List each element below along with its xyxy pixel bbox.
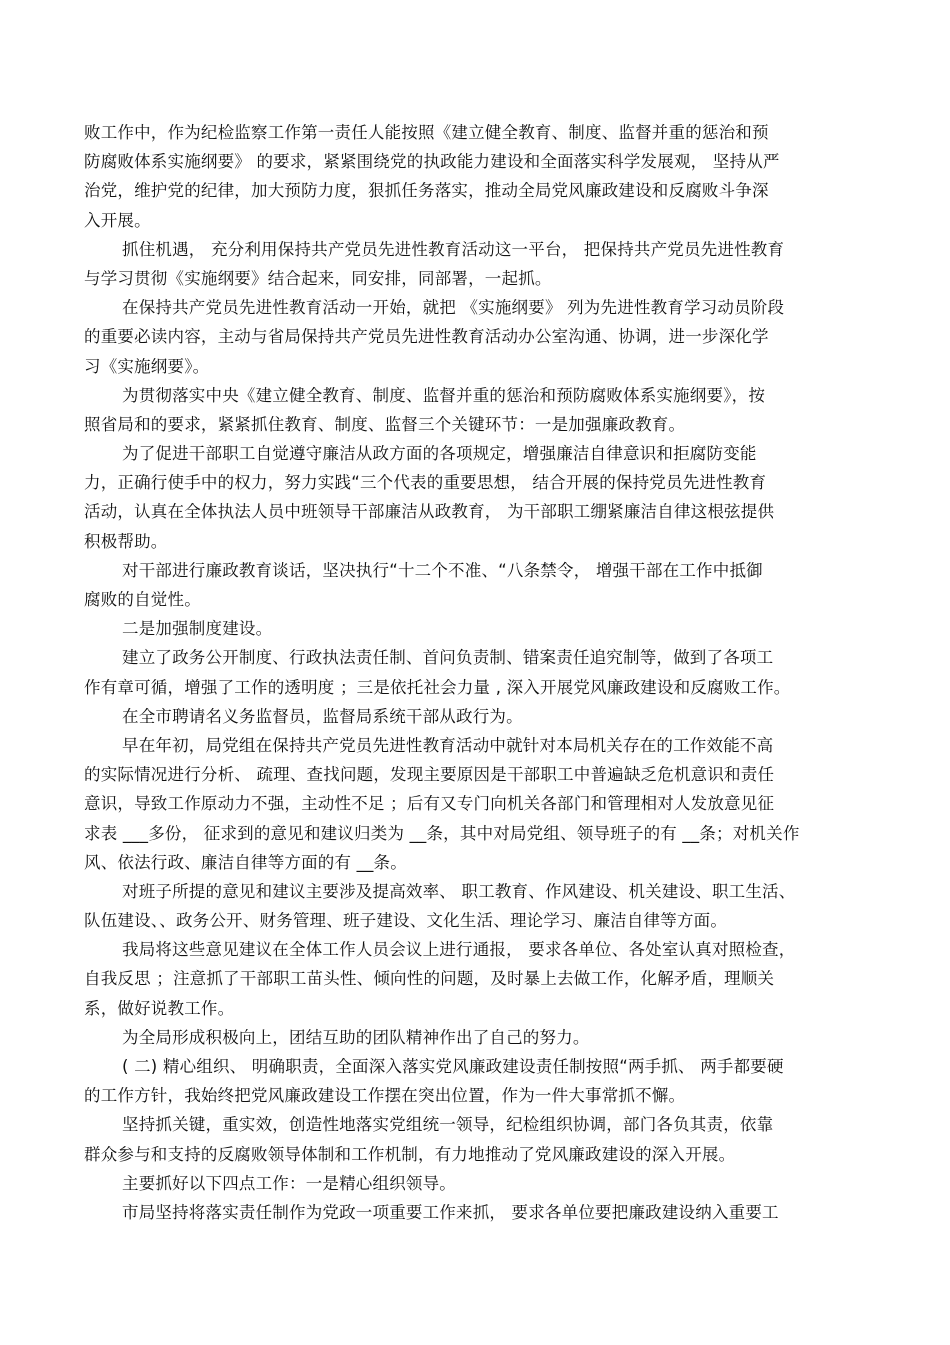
- text-line: 我局将这些意见建议在全体工作人员会议上进行通报， 要求各单位、各处室认真对照检查，: [122, 940, 796, 960]
- text-line: 建立了政务公开制度、行政执法责任制、首问负责制、错案责任追究制等，做到了各项工: [122, 648, 774, 668]
- text-line: ( 二) 精心组织、 明确职责，全面深入落实党风廉政建设责任制按照“两手抓、 两手都要硬: [122, 1057, 784, 1076]
- text-line: 抓住机遇， 充分利用保持共产党员先进性教育活动这一平台， 把保持共产党员先进性教育: [122, 239, 785, 259]
- text-line: 习《实施纲要》。: [84, 356, 210, 376]
- text-line: 坚持抓关键，重实效，创造性地落实党组统一领导，纪检组织协调，部门各负其责，依靠: [122, 1115, 774, 1135]
- text-line: 二是加强制度建设。: [122, 619, 273, 639]
- text-line: 治党，维护党的纪律，加大预防力度，狠抓任务落实，推动全局党风廉政建设和反腐败斗争深: [84, 181, 769, 201]
- text-line: 腐败的自觉性。: [84, 590, 201, 609]
- text-line: 早在年初，局党组在保持共产党员先进性教育活动中就针对本局机关存在的工作效能不高: [122, 735, 774, 755]
- text-line: 为贯彻落实中央《建立健全教育、制度、监督并重的惩治和预防腐败体系实施纲要》，按: [122, 385, 766, 405]
- text-line: 入开展。: [84, 210, 151, 230]
- text-line: 对班子所提的意见和建议主要涉及提高效率、 职工教育、作风建设、机关建设、职工生活、: [122, 881, 796, 901]
- text-line: 作有章可循，增强了工作的透明度 ；三是依托社会力量 , 深入开展党风廉政建设和反腐败工作。: [84, 677, 791, 697]
- text-line: 队伍建设、、政务公开、财务管理、班子建设、文化生活、理论学习、廉洁自律等方面。: [84, 911, 728, 931]
- text-line: 在保持共产党员先进性教育活动一开始，就把 《实施纲要》 列为先进性教育学习动员阶段: [122, 298, 785, 318]
- text-line: 意识，导致工作原动力不强，主动性不足 ；后有又专门向机关各部门和管理相对人发放意见征: [84, 794, 775, 814]
- text-line: 群众参与和支持的反腐败领导体制和工作机制，有力地推动了党风廉政建设的深入开展。: [84, 1144, 736, 1164]
- text-line: 在全市聘请名义务监督员，监督局系统干部从政行为。: [122, 706, 523, 726]
- text-line: 自我反思 ；注意抓了干部职工苗头性、倾向性的问题，及时暴上去做工作，化解矛盾，理顺关: [84, 969, 775, 989]
- text-line: 积极帮助。: [84, 531, 168, 551]
- text-line: 为了促进干部职工自觉遵守廉洁从政方面的各项规定，增强廉洁自律意识和拒腐防变能: [122, 444, 757, 464]
- text-line: 求表 ___多份， 征求到的意见和建议归类为 __条，其中对局党组、领导班子的有 __条；对机关作: [84, 823, 800, 843]
- document-body: [84, 118, 866, 1227]
- text-line: 对干部进行廉政教育谈话，坚决执行“十二个不准、“八条禁令， 增强干部在工作中抵御: [122, 560, 763, 580]
- text-line: 系，做好说教工作。: [84, 998, 235, 1018]
- text-line: 照省局和的要求，紧紧抓住教育、制度、监督三个关键环节：一是加强廉政教育。: [84, 414, 686, 434]
- text-line: 市局坚持将落实责任制作为党政一项重要工作来抓， 要求各单位要把廉政建设纳入重要工: [122, 1202, 779, 1222]
- text-line: 活动，认真在全体执法人员中班领导干部廉洁从政教育， 为干部职工绷紧廉洁自律这根弦提供: [84, 502, 775, 522]
- text-line: 防腐败体系实施纲要》 的要求，紧紧围绕党的执政能力建设和全面落实科学发展观， 坚持从严: [84, 152, 780, 172]
- text-line: 风、依法行政、廉洁自律等方面的有 __条。: [84, 852, 407, 872]
- text-line: 的重要必读内容，主动与省局保持共产党员先进性教育活动办公室沟通、协调，进一步深化学: [84, 327, 769, 347]
- text-line: 力，正确行使手中的权力，努力实践“三个代表的重要思想， 结合开展的保持党员先进性教育: [84, 473, 767, 493]
- text-line: 主要抓好以下四点工作：一是精心组织领导。: [122, 1173, 456, 1193]
- text-line: 为全局形成积极向上，团结互助的团队精神作出了自己的努力。: [122, 1027, 590, 1047]
- text-line: 败工作中，作为纪检监察工作第一责任人能按照《建立健全教育、制度、监督并重的惩治和预: [84, 123, 769, 142]
- text-line: 的实际情况进行分析、 疏理、查找问题，发现主要原因是干部职工中普遍缺乏危机意识和责任: [84, 765, 775, 785]
- text-line: 的工作方针，我始终把党风廉政建设工作摆在突出位置，作为一件大事常抓不懈。: [84, 1086, 686, 1106]
- text-line: 与学习贯彻《实施纲要》结合起来，同安排，同部署，一起抓。: [84, 268, 552, 288]
